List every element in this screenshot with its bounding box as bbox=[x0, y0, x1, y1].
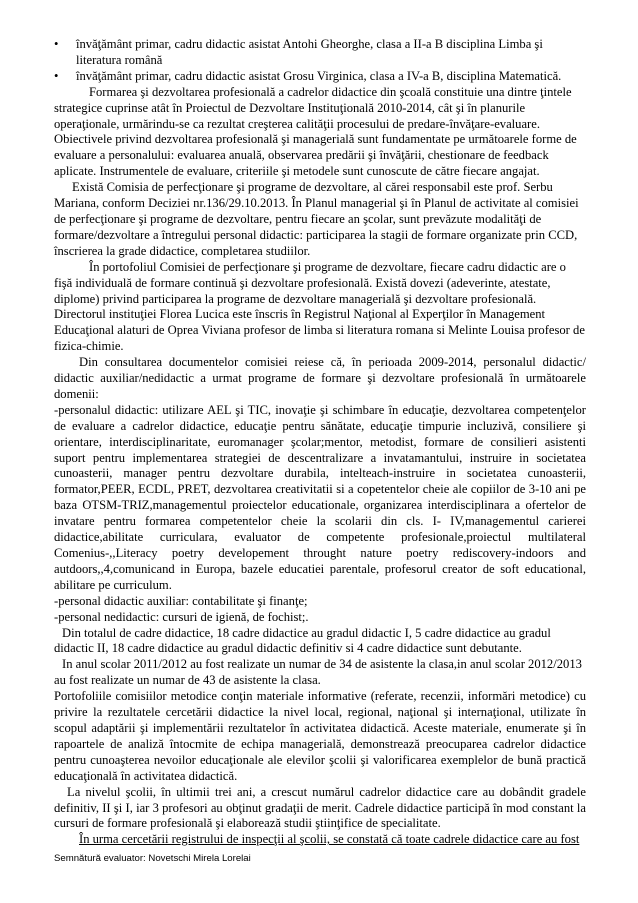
evaluator-signature-footer: Semnătură evaluator: Novetschi Mirela Lorelai bbox=[54, 853, 251, 864]
paragraph-non-teaching-staff-training: -personal nedidactic: cursuri de igienă, de fochist;. bbox=[54, 609, 309, 624]
paragraph-training-committee: Există Comisia de perfecţionare şi programe de dezvoltare, al cărei responsabil este prof. Serbu Mariana, conform Deciziei nr.136/29.10.2013. În Planul managerial şi în Planul de activitate al comisiei de perfecţionare şi programe de dezvoltare, pentru fiecare an şcolar, sunt prevăzute modalităţi de formare/dezvoltare a întregului personal didactic: participarea la stagii de formare organizate prin CCD, înscrierea la grade didactice, completarea studiilor. bbox=[54, 180, 579, 258]
paragraph-teaching-staff-training: -personalul didactic: utilizare AEL şi TIC, inovaţie şi schimbare în educaţie, dezvoltarea competenţelor de evaluare a cadrelor didactice, educaţie pentru sănătate, educaţie timpurie incluzivă, consiliere şi orientare, interdisciplinaritate, euromanager şcolar;mentor, metodist, formare de consilieri asistenti suport pentru implementarea strategiei de descentralizare a invatamantului, instruire in societatea cunoasterii, manager pentru dezvoltare durabila, intelteach-instruire in societatea cunoasterii, formator,PEER, ECDL, PRET, dezvoltarea creativitatii si a copetentelor cheie ale copiilor de 3-10 ani pe baza OTSM-TRIZ,managementul proiectelor educationale, organizarea interdisciplinara a ofertelor de invatare pentru formarea competentelor cheie la scolarii din cls. I- IV,managementul carierei didactice,abilitate curriculara, evaluator de competente profesionale,proiectul multilateral Comenius-,,Literacy poetry developement throught nature poetry rediscovery-indoors and autdoors,,4,comunicand in Europa, bazele educatiei parentale, profesorul creator de soft educational, abilitare pe curriculum. bbox=[54, 402, 586, 592]
assisted-teachers-list bbox=[54, 37, 586, 85]
list-item bbox=[54, 37, 586, 69]
paragraph-committee-portfolio: În portofoliul Comisiei de perfecţionare şi programe de dezvoltare, fiecare cadru didactic are o fişă individuală de formare continuă şi dezvoltare profesională. Există dovezi (adeverinte, atestate, diplome) privind participarea la programe de dezvoltare managerială şi dezvoltare profesională. Directorul instituţiei Florea Lucica este înscris în Registrul Naţional al Experţilor în Management Educaţional alaturi de Oprea Viviana profesor de limba si literatura romana si Melinte Louisa profesor de fizica-chimie. bbox=[54, 259, 585, 354]
paragraph-school-level-progress: La nivelul şcolii, în ultimii trei ani, a crescut numărul cadrelor didactice care au dobândit gradele definitiv, II şi I, iar 3 profesori au obţinut gradaţii de merit. Cadrele didactice participă în mod constant la cursuri de formare profesională şi elaborează studii ştiinţifice de specialitate. bbox=[54, 784, 586, 831]
paragraph-teacher-degrees: Din totalul de cadre didactice, 18 cadre didactice au gradul didactic I, 5 cadre didactice au gradul didactic II, 18 cadre didactice au gradul didactic definitiv si 4 cadre didactice sunt debutante. bbox=[54, 625, 551, 656]
paragraph-auxiliary-staff-training: -personal didactic auxiliar: contabilitate şi finanţe; bbox=[54, 593, 308, 608]
document-page bbox=[54, 37, 586, 848]
list-item-text: învăţământ primar, cadru didactic asistat Grosu Virginica, clasa a IV-a B, disciplina Matematică. bbox=[76, 68, 562, 83]
paragraph-document-consultation: Din consultarea documentelor comisiei reiese că, în perioada 2009-2014, personalul didactic/ didactic auxiliar/nedidactic a urmat programe de formare şi dezvoltare profesională în următoarele domenii: bbox=[54, 355, 586, 401]
list-item-text: învăţământ primar, cadru didactic asistat Antohi Gheorghe, clasa a II-a B disciplina Limba şi literatura română bbox=[76, 37, 543, 67]
list-item bbox=[54, 69, 586, 85]
paragraph-inspection-register: În urma cercetării registrului de inspecţii al şcolii, se constată că toate cadrele didactice care au fost bbox=[79, 832, 580, 847]
paragraph-professional-development: Formarea şi dezvoltarea profesională a cadrelor didactice din şcoală constituie una dintre ţintele strategice cuprinse atât în Proiectul de Dezvoltare Instituţională 2010-2014, cât şi în planurile operaţionale, urmărindu-se ca rezultat creşterea calităţii procesului de predare-învăţare-evaluare. Obiectivele privind dezvoltarea profesională şi managerială sunt fundamentate pe următoarele forme de evaluare a personalului: evaluarea anuală, observarea predării şi învăţării, chestionare de feedback aplicate. Instrumentele de evaluare, criteriile şi metodele sunt cunoscute de către fiecare angajat. bbox=[54, 84, 577, 179]
bullet-marker: • bbox=[54, 37, 59, 51]
paragraph-class-observations: In anul scolar 2011/2012 au fost realizate un numar de 34 de asistente la clasa,in anul scolar 2012/2013 au fost realizate un numar de 43 de asistente la clasa. bbox=[54, 657, 582, 688]
bullet-marker: • bbox=[54, 68, 59, 83]
paragraph-methodical-portfolios: Portofoliile comisiilor metodice conţin materiale informative (referate, recenzii, informări metodice) cu privire la rezultatele cercetării didactice la nivel local, regional, naţional şi internaţional, utilizate în scopul adaptării şi implementării rezultatelor în activitatea didactică. Aceste materiale, enumerate şi în rapoartele de analiză întocmite de echipa managerială, demonstrează preocuparea cadrelor didactice pentru cunoaşterea nevoilor educaţionale ale elevilor şcolii şi valorificarea exemplelor de bună practică educaţională în activitatea didactică. bbox=[54, 689, 586, 783]
